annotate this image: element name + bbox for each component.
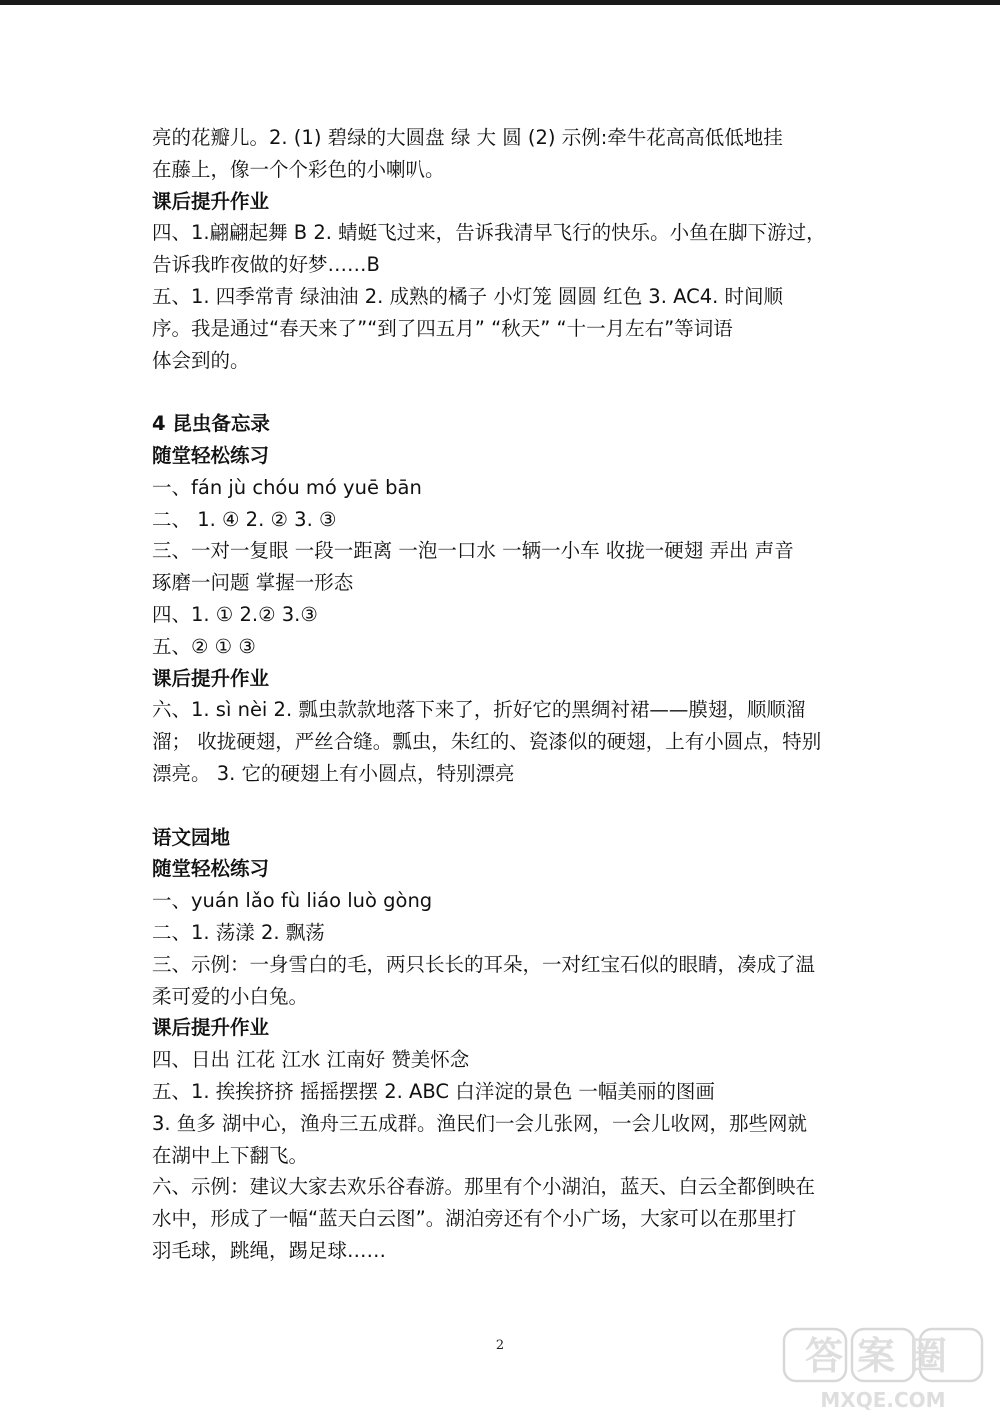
text-line: 一、yuán lǎo fù liáo luò gòng [152, 889, 433, 913]
text-line: 三、示例：一身雪白的毛，两只长长的耳朵，一对红宝石似的眼睛，凑成了温 [152, 952, 816, 976]
page-number: 2 [495, 1338, 505, 1353]
blank-line [152, 376, 857, 408]
section-heading: 课后提升作业 [152, 1016, 270, 1040]
blank-line [152, 790, 857, 822]
text-line: 羽毛球，跳绳，踢足球…… [152, 1238, 387, 1262]
text-line: 亮的花瓣儿。2. (1) 碧绿的大圆盘 绿 大 圆 (2) 示例:牵牛花高高低低地挂 [152, 126, 783, 149]
text-line: 体会到的。 [152, 348, 250, 372]
watermark-logo-text: 答案圈 [804, 1334, 962, 1378]
lesson-title: 4 昆虫备忘录 [152, 412, 270, 436]
text-line: 二、 1. ④ 2. ② 3. ③ [152, 507, 337, 531]
text-line: 溜； 收拢硬翅，严丝合缝。瓢虫，朱红的、瓷漆似的硬翅，上有小圆点，特别 [152, 730, 822, 754]
section-heading: 课后提升作业 [152, 189, 270, 213]
watermark-url-text: MXQE.COM [820, 1388, 946, 1412]
text-line: 柔可爱的小白兔。 [152, 984, 309, 1008]
text-line: 五、1. 四季常青 绿油油 2. 成熟的橘子 小灯笼 圆圆 红色 3. AC4. 时间顺 [152, 284, 784, 308]
section-heading: 随堂轻松练习 [152, 443, 270, 467]
text-line: 五、② ① ③ [152, 634, 256, 658]
lesson-title: 语文园地 [152, 825, 231, 849]
text-line: 六、示例：建议大家去欢乐谷春游。那里有个小湖泊，蓝天、白云全都倒映在 [152, 1175, 816, 1199]
watermark-logo [778, 1323, 988, 1415]
text-line: 一、fán jù chóu mó yuē bān [152, 475, 422, 499]
text-line: 在藤上，像一个个彩色的小喇叭。 [152, 157, 445, 181]
text-line: 五、1. 挨挨挤挤 摇摇摆摆 2. ABC 白洋淀的景色 一幅美丽的图画 [152, 1079, 715, 1103]
section-heading: 随堂轻松练习 [152, 857, 270, 881]
text-line: 四、1.翩翩起舞 B 2. 蜻蜓飞过来，告诉我清早飞行的快乐。小鱼在脚下游过， [152, 221, 826, 245]
text-line: 漂亮。 3. 它的硬翅上有小圆点，特别漂亮 [152, 761, 515, 785]
text-line: 在湖中上下翻飞。 [152, 1143, 309, 1167]
text-line: 六、1. sì nèi 2. 瓢虫款款地落下来了，折好它的黑绸衬裙——膜翅，顺顺溜 [152, 698, 806, 722]
text-line: 水中，形成了一幅“蓝天白云图”。湖泊旁还有个小广场，大家可以在那里打 [152, 1207, 797, 1231]
text-line: 四、1. ① 2.② 3.③ [152, 602, 318, 626]
text-line: 四、日出 江花 江水 江南好 赞美怀念 [152, 1048, 470, 1072]
text-line: 序。我是通过“春天来了”“到了四五月” “秋天” “十一月左右”等词语 [152, 316, 733, 340]
text-line: 二、1. 荡漾 2. 飘荡 [152, 920, 325, 944]
text-line: 3. 鱼多 湖中心，渔舟三五成群。渔民们一会儿张网，一会儿收网，那些网就 [152, 1111, 808, 1135]
answer-content [152, 122, 857, 1267]
text-line: 琢磨一问题 掌握一形态 [152, 571, 354, 595]
section-heading: 课后提升作业 [152, 666, 270, 690]
top-border [0, 0, 1000, 5]
text-line: 三、一对一复眼 一段一距离 一泡一口水 一辆一小车 收拢一硬翅 弄出 声音 [152, 539, 794, 563]
text-line: 告诉我昨夜做的好梦……B [152, 253, 380, 277]
